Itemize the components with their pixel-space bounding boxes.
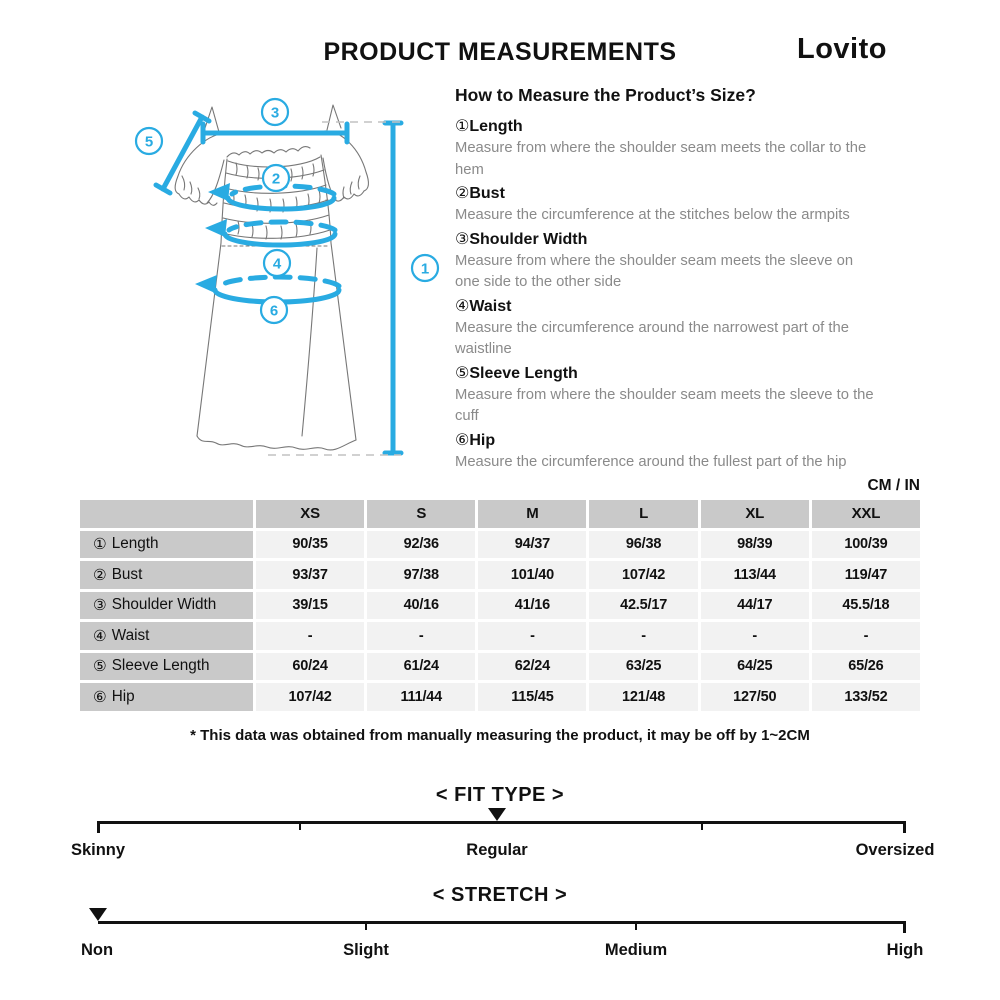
row-label-shoulder-width: ③ Shoulder Width	[80, 592, 253, 620]
row-label-hip: ⑥ Hip	[80, 683, 253, 711]
measure-item-title: ③Shoulder Width	[455, 228, 588, 248]
fit-type-axis	[98, 821, 905, 824]
callout-6: 6	[269, 302, 279, 320]
measure-item-desc: Measure from where the shoulder seam meets the sleeve to the cuff	[455, 386, 874, 424]
size-cell: -	[812, 622, 920, 650]
item-number: ④	[455, 295, 470, 315]
item-number: ⑤	[455, 362, 470, 382]
how-to-measure-section	[455, 85, 925, 474]
measure-item-length	[455, 115, 925, 181]
size-cell: 65/26	[812, 653, 920, 681]
measure-item-title: ⑥Hip	[455, 429, 496, 449]
measure-item-waist	[455, 295, 925, 361]
row-number: ②	[93, 565, 107, 584]
item-number: ③	[455, 228, 470, 248]
size-cell: 107/42	[256, 683, 364, 711]
row-number: ⑤	[93, 657, 107, 676]
item-number: ⑥	[455, 429, 470, 449]
stretch-label-high: High	[886, 941, 924, 959]
measure-item-desc: Measure from where the shoulder seam meets the collar to the hem	[455, 140, 867, 178]
how-to-heading: How to Measure the Product’s Size?	[455, 85, 756, 105]
measure-item-title: ①Length	[455, 116, 523, 135]
measure-item-bust	[455, 182, 925, 227]
table-corner-cell	[80, 500, 253, 528]
callout-5: 5	[144, 133, 154, 151]
size-cell: 42.5/17	[589, 592, 697, 620]
size-cell: 94/37	[478, 531, 586, 559]
fit-type-tick-three-quarter	[701, 821, 703, 830]
stretch-label-medium: Medium	[604, 941, 668, 959]
measure-item-title: ④Waist	[455, 295, 512, 315]
callout-4: 4	[272, 255, 282, 273]
size-cell: 119/47	[812, 561, 920, 589]
item-number: ①	[455, 116, 470, 135]
size-cell: 100/39	[812, 531, 920, 559]
size-cell: 64/25	[701, 653, 809, 681]
column-header-l: L	[589, 500, 697, 528]
measure-item-desc: Measure the circumference at the stitches below the armpits	[455, 207, 850, 223]
size-cell: -	[478, 622, 586, 650]
size-cell: -	[701, 622, 809, 650]
size-cell: 93/37	[256, 561, 364, 589]
size-cell: 97/38	[367, 561, 475, 589]
fit-type-tick-end	[903, 821, 906, 833]
row-label-sleeve-length: ⑤ Sleeve Length	[80, 653, 253, 681]
size-cell: -	[367, 622, 475, 650]
row-number: ①	[93, 535, 107, 554]
size-cell: 133/52	[812, 683, 920, 711]
row-label-bust: ② Bust	[80, 561, 253, 589]
item-number: ②	[455, 183, 470, 202]
column-header-xs: XS	[256, 500, 364, 528]
row-number: ④	[93, 626, 107, 645]
size-cell: 60/24	[256, 653, 364, 681]
stretch-axis	[98, 921, 905, 924]
fit-type-label-skinny: Skinny	[70, 841, 126, 859]
column-header-xxl: XXL	[812, 500, 920, 528]
fit-type-title: < FIT TYPE >	[435, 784, 565, 806]
column-header-xl: XL	[701, 500, 809, 528]
stretch-marker-icon	[89, 908, 107, 921]
measure-item-desc: Measure from where the shoulder seam meets the sleeve on one side to the other side	[455, 252, 854, 290]
row-number: ⑥	[93, 687, 107, 706]
stretch-tick-medium	[635, 921, 637, 930]
brand-logo: Lovito	[797, 33, 887, 65]
size-table	[80, 500, 920, 711]
column-header-m: M	[478, 500, 586, 528]
measure-item-hip	[455, 429, 925, 474]
stretch-label-non: Non	[80, 941, 114, 959]
dress-measurement-diagram	[95, 90, 465, 470]
size-cell: 107/42	[589, 561, 697, 589]
column-header-s: S	[367, 500, 475, 528]
size-cell: 115/45	[478, 683, 586, 711]
measurement-arrows	[156, 113, 401, 453]
size-cell: 98/39	[701, 531, 809, 559]
fit-type-tick-start	[97, 821, 100, 833]
units-label: CM / IN	[867, 477, 920, 494]
measure-item-title: ⑤Sleeve Length	[455, 362, 578, 382]
fit-type-label-regular: Regular	[466, 841, 528, 859]
measure-item-title: ②Bust	[455, 183, 505, 202]
size-cell: 90/35	[256, 531, 364, 559]
dress-sketch-icon	[175, 105, 368, 450]
row-label-waist: ④ Waist	[80, 622, 253, 650]
measure-item-desc: Measure the circumference around the fullest part of the hip	[455, 453, 847, 470]
callout-3: 3	[270, 104, 280, 122]
size-cell: 92/36	[367, 531, 475, 559]
row-number: ③	[93, 596, 107, 615]
stretch-tick-end	[903, 921, 906, 933]
size-cell: 61/24	[367, 653, 475, 681]
size-cell: 39/15	[256, 592, 364, 620]
size-cell: 45.5/18	[812, 592, 920, 620]
size-cell: 41/16	[478, 592, 586, 620]
fit-type-marker-icon	[488, 808, 506, 821]
row-label-length: ① Length	[80, 531, 253, 559]
measure-item-desc: Measure the circumference around the narrowest part of the waistline	[455, 319, 849, 357]
size-cell: 63/25	[589, 653, 697, 681]
measurement-disclaimer: * This data was obtained from manually measuring the product, it may be off by 1~2CM	[190, 727, 810, 744]
callout-2: 2	[271, 170, 281, 188]
page-title: PRODUCT MEASUREMENTS	[323, 38, 677, 66]
size-cell: 101/40	[478, 561, 586, 589]
size-cell: -	[589, 622, 697, 650]
size-cell: 44/17	[701, 592, 809, 620]
measure-item-sleeve-length	[455, 362, 925, 428]
size-cell: 111/44	[367, 683, 475, 711]
size-cell: 40/16	[367, 592, 475, 620]
measure-item-shoulder-width	[455, 228, 925, 294]
size-cell: -	[256, 622, 364, 650]
size-cell: 113/44	[701, 561, 809, 589]
size-cell: 127/50	[701, 683, 809, 711]
callout-1: 1	[420, 260, 430, 278]
stretch-title: < STRETCH >	[432, 884, 568, 906]
stretch-label-slight: Slight	[343, 941, 389, 959]
fit-type-tick-quarter	[299, 821, 301, 830]
size-cell: 96/38	[589, 531, 697, 559]
stretch-tick-slight	[365, 921, 367, 930]
size-cell: 121/48	[589, 683, 697, 711]
fit-type-label-oversized: Oversized	[855, 841, 935, 859]
size-cell: 62/24	[478, 653, 586, 681]
